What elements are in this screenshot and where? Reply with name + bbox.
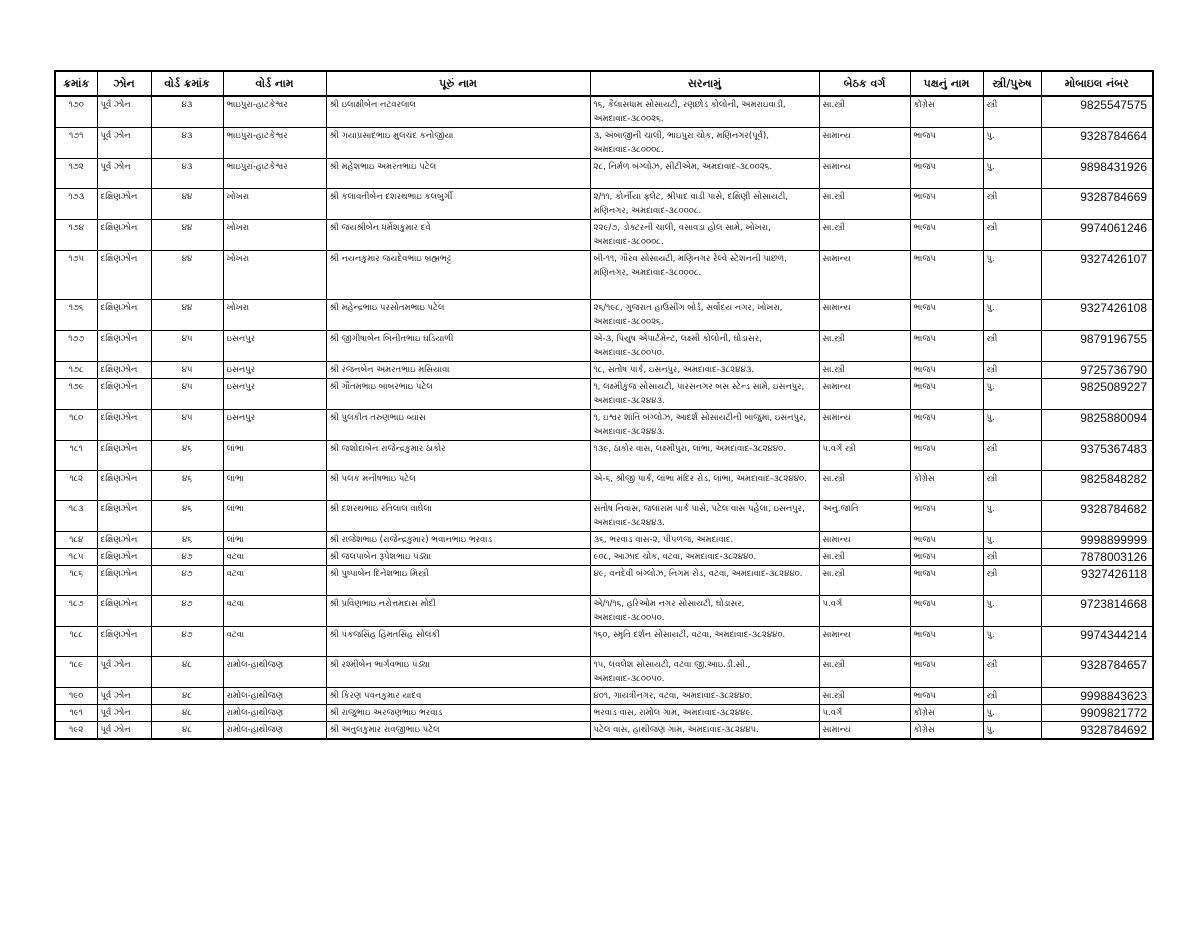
ward-name-cell: ઇસનપુર <box>223 410 326 441</box>
seat-category-cell: સા.સ્ત્રી <box>819 220 910 251</box>
address-cell: સંતોષ નિવાસ, જલારામ પાર્ક પાસે, પટેલ વાસ પહેલા, ઇસનપુર, અમદાવાદ-૩૮૨૪૪૩. <box>590 501 819 532</box>
table-row <box>55 722 1153 740</box>
mobile-cell: 9974061246 <box>1041 220 1153 251</box>
ward-name-cell: રામોલ-હાથીજણ <box>223 722 326 740</box>
full-name-cell: શ્રી કલાવતીબેન દશરથભાઇ કલબુર્ગી <box>326 189 590 220</box>
full-name-cell: શ્રી ગયાપ્રસાદભાઇ મુલચંદ કનોજીયા <box>326 128 590 159</box>
seat-category-cell: સામાન્ય <box>819 379 910 410</box>
full-name-cell: શ્રી જીગીષાબેન બિનીતભાઇ ઘડિયાળી <box>326 331 590 362</box>
zone-cell: પૂર્વ ઝોન <box>97 657 151 688</box>
ward-number-cell: ૪૮ <box>151 657 223 688</box>
ward-name-cell: ઇસનપુર <box>223 379 326 410</box>
serial-cell: ૧૮૨ <box>55 471 97 501</box>
mobile-cell: 9825880094 <box>1041 410 1153 441</box>
header-address: સરનામું <box>590 71 819 96</box>
ward-name-cell: રામોલ-હાથીજણ <box>223 688 326 705</box>
ward-number-cell: ૪૬ <box>151 532 223 549</box>
address-cell: એ-૬, શ્રીજી પાર્ક, લાંભા મંદિર રોડ, લાંભા, અમદાવાદ-૩૮૨૪૪૦. <box>590 471 819 501</box>
full-name-cell: શ્રી પુલકીત તરુણભાઇ વ્યાસ <box>326 410 590 441</box>
full-name-cell: શ્રી જલપાબેન રૂપેશભાઇ પંડ્યા <box>326 549 590 566</box>
party-cell: ભાજપ <box>910 501 983 532</box>
address-cell: ૧૫, લવલેશ સોસાયટી, વટવા જી.આઇ.ડી.સી., અમદાવાદ-૩૮૦૦૫૦. <box>590 657 819 688</box>
full-name-cell: શ્રી દશરથભાઇ રતિલાલ વાઘેલા <box>326 501 590 532</box>
gender-cell: સ્ત્રી <box>983 362 1041 379</box>
ward-name-cell: લાંભા <box>223 532 326 549</box>
seat-category-cell: સા.સ્ત્રી <box>819 96 910 128</box>
address-cell: ૧૬૦, સ્મૃતિ દર્શન સોસાયટી, વટવા, અમદાવાદ-૩૮૨૪૪૦. <box>590 627 819 657</box>
mobile-cell: 9909821772 <box>1041 705 1153 722</box>
zone-cell: દક્ષિણઝોન <box>97 251 151 300</box>
address-cell: પટેલ વાસ, હાથીજણ ગામ, અમદાવાદ-૩૮૨૪૪૫. <box>590 722 819 740</box>
seat-category-cell: સા.સ્ત્રી <box>819 657 910 688</box>
gender-cell: પુ. <box>983 159 1041 189</box>
address-cell: ૧, ઇશ્વર શાંતિ બંગ્લોઝ, આદર્શ સોસાયટીની બાજુમાં, ઇસનપુર, અમદાવાદ-૩૮૨૪૪૩. <box>590 410 819 441</box>
full-name-cell: શ્રી મહેન્દ્રભાઇ પરસોતમભાઇ પટેલ <box>326 300 590 331</box>
mobile-cell: 9327426107 <box>1041 251 1153 300</box>
zone-cell: દક્ષિણઝોન <box>97 596 151 627</box>
gender-cell: પુ. <box>983 532 1041 549</box>
header-row <box>55 71 1153 96</box>
party-cell: ભાજપ <box>910 128 983 159</box>
serial-cell: ૧૮૦ <box>55 410 97 441</box>
ward-name-cell: ખોખરા <box>223 220 326 251</box>
full-name-cell: શ્રી ગૌતમભાઇ બાબરભાઇ પટેલ <box>326 379 590 410</box>
table-row <box>55 159 1153 189</box>
gender-cell: પુ. <box>983 722 1041 740</box>
table-row <box>55 688 1153 705</box>
mobile-cell: 9328784682 <box>1041 501 1153 532</box>
seat-category-cell: સામાન્ય <box>819 128 910 159</box>
gender-cell: સ્ત્રી <box>983 331 1041 362</box>
address-cell: ૨૮, નિર્મળ બંગ્લોઝ, સીટીએમ, અમદાવાદ-૩૮૦૦૨૬. <box>590 159 819 189</box>
serial-cell: ૧૮૩ <box>55 501 97 532</box>
zone-cell: દક્ષિણઝોન <box>97 471 151 501</box>
serial-cell: ૧૮૬ <box>55 566 97 596</box>
serial-cell: ૧૮૮ <box>55 627 97 657</box>
party-cell: ભાજપ <box>910 657 983 688</box>
zone-cell: દક્ષિણઝોન <box>97 220 151 251</box>
seat-category-cell: સામાન્ય <box>819 159 910 189</box>
table-row <box>55 596 1153 627</box>
header-full-name: પૂરું નામ <box>326 71 590 96</box>
ward-name-cell: ઇસનપુર <box>223 331 326 362</box>
party-cell: ભાજપ <box>910 379 983 410</box>
mobile-cell: 9328784664 <box>1041 128 1153 159</box>
gender-cell: સ્ત્રી <box>983 96 1041 128</box>
gender-cell: પુ. <box>983 501 1041 532</box>
gender-cell: પુ. <box>983 379 1041 410</box>
serial-cell: ૧૮૪ <box>55 532 97 549</box>
ward-number-cell: ૪૮ <box>151 688 223 705</box>
address-cell: ૨૬/૧૯૮, ગુજરાત હાઉસીંગ બોર્ડ, સર્વોદય નગર, ખોખરા, અમદાવાદ-૩૮૦૦૨૬. <box>590 300 819 331</box>
seat-category-cell: સા.સ્ત્રી <box>819 549 910 566</box>
table-row <box>55 501 1153 532</box>
ward-number-cell: ૪૫ <box>151 410 223 441</box>
party-cell: ભાજપ <box>910 688 983 705</box>
ward-number-cell: ૪૩ <box>151 159 223 189</box>
ward-name-cell: રામોલ-હાથીજણ <box>223 705 326 722</box>
ward-name-cell: લાંભા <box>223 501 326 532</box>
full-name-cell: શ્રી કિરણ પવનકુમાર યાદવ <box>326 688 590 705</box>
party-cell: ભાજપ <box>910 251 983 300</box>
gender-cell: સ્ત્રી <box>983 549 1041 566</box>
gender-cell: પુ. <box>983 251 1041 300</box>
address-cell: ૯૦૮, આઝાદ ચોક, વટવા, અમદાવાદ-૩૮૨૪૪૦. <box>590 549 819 566</box>
zone-cell: પૂર્વ ઝોન <box>97 722 151 740</box>
ward-name-cell: ઇસનપુર <box>223 362 326 379</box>
address-cell: એ-૩, પિયુષ એપાર્ટમેન્ટ, લક્ષ્મી કોલોની, ઘોડાસર, અમદાવાદ-૩૮૦૦૫૦. <box>590 331 819 362</box>
serial-cell: ૧૯૧ <box>55 705 97 722</box>
ward-number-cell: ૪૭ <box>151 596 223 627</box>
gender-cell: પુ. <box>983 410 1041 441</box>
mobile-cell: 9898431926 <box>1041 159 1153 189</box>
ward-number-cell: ૪૬ <box>151 441 223 471</box>
full-name-cell: શ્રી રાજુભાઇ અરજણભાઇ ભરવાડ <box>326 705 590 722</box>
table-row <box>55 331 1153 362</box>
party-cell: કોંગ્રેસ <box>910 722 983 740</box>
serial-cell: ૧૮૫ <box>55 549 97 566</box>
party-cell: ભાજપ <box>910 627 983 657</box>
zone-cell: દક્ષિણઝોન <box>97 566 151 596</box>
address-cell: ૧, લક્ષ્મીકુંજ સોસાયટી, પારસનગર બસ સ્ટેન્ડ સામે, ઇસનપુર, અમદાવાદ-૩૮૨૪૪૩. <box>590 379 819 410</box>
full-name-cell: શ્રી નયનકુમાર જયદેવભાઇ બ્રહ્મભટ્ટ <box>326 251 590 300</box>
zone-cell: દક્ષિણઝોન <box>97 549 151 566</box>
full-name-cell: શ્રી પ્રવિણભાઇ નરોત્તમદાસ મોદી <box>326 596 590 627</box>
table-row <box>55 362 1153 379</box>
table-row <box>55 549 1153 566</box>
party-cell: ભાજપ <box>910 331 983 362</box>
seat-category-cell: સામાન્ય <box>819 300 910 331</box>
serial-cell: ૧૭૨ <box>55 159 97 189</box>
ward-name-cell: ખોખરા <box>223 300 326 331</box>
seat-category-cell: સા.સ્ત્રી <box>819 331 910 362</box>
seat-category-cell: સા.સ્ત્રી <box>819 688 910 705</box>
gender-cell: સ્ત્રી <box>983 566 1041 596</box>
address-cell: એ/૧/૧૬, હરિઓમ નગર સોસાયટી, ઘોડાસર, અમદાવાદ-૩૮૦૦૫૦. <box>590 596 819 627</box>
mobile-cell: 9327426118 <box>1041 566 1153 596</box>
zone-cell: દક્ષિણઝોન <box>97 331 151 362</box>
serial-cell: ૧૮૧ <box>55 441 97 471</box>
ward-number-cell: ૪૫ <box>151 331 223 362</box>
full-name-cell: શ્રી પલક મનીષભાઇ પટેલ <box>326 471 590 501</box>
ward-number-cell: ૪૩ <box>151 128 223 159</box>
full-name-cell: શ્રી અતુલકુમાર રાવજીભાઇ પટેલ <box>326 722 590 740</box>
ward-number-cell: ૪૬ <box>151 501 223 532</box>
party-cell: કોંગ્રેસ <box>910 705 983 722</box>
header-mobile: મોબાઇલ નંબર <box>1041 71 1153 96</box>
address-cell: ૪૯, વનદેવી બંગ્લોઝ, નિગમ રોડ, વટવા, અમદાવાદ-૩૮૨૪૪૦. <box>590 566 819 596</box>
mobile-cell: 9825547575 <box>1041 96 1153 128</box>
full-name-cell: શ્રી મહેશભાઇ અમરતભાઇ પટેલ <box>326 159 590 189</box>
zone-cell: દક્ષિણઝોન <box>97 441 151 471</box>
ward-name-cell: ભાઇપુરા-હાટકેશ્વર <box>223 96 326 128</box>
ward-name-cell: વટવા <box>223 566 326 596</box>
zone-cell: દક્ષિણઝોન <box>97 189 151 220</box>
ward-name-cell: રામોલ-હાથીજણ <box>223 657 326 688</box>
zone-cell: દક્ષિણઝોન <box>97 410 151 441</box>
table-row <box>55 189 1153 220</box>
ward-name-cell: લાંભા <box>223 441 326 471</box>
seat-category-cell: સા.સ્ત્રી <box>819 362 910 379</box>
mobile-cell: 9723814668 <box>1041 596 1153 627</box>
ward-name-cell: ખોખરા <box>223 251 326 300</box>
ward-number-cell: ૪૪ <box>151 251 223 300</box>
table-row <box>55 379 1153 410</box>
ward-number-cell: ૪૭ <box>151 566 223 596</box>
seat-category-cell: સામાન્ય <box>819 627 910 657</box>
serial-cell: ૧૭૧ <box>55 128 97 159</box>
ward-number-cell: ૪૬ <box>151 471 223 501</box>
header-zone: ઝોન <box>97 71 151 96</box>
ward-number-cell: ૪૮ <box>151 722 223 740</box>
table-row <box>55 410 1153 441</box>
ward-number-cell: ૪૮ <box>151 705 223 722</box>
address-cell: ૧૬, કૈલાસધામ સોસાયટી, રણછોડ કોલોની, અમરાઇવાડી, અમદાવાદ-૩૮૦૦૨૬. <box>590 96 819 128</box>
serial-cell: ૧૭૪ <box>55 220 97 251</box>
serial-cell: ૧૭૭ <box>55 331 97 362</box>
full-name-cell: શ્રી રશ્મીબેન ભાર્ગવભાઇ પંડ્યા <box>326 657 590 688</box>
header-seat-category: બેઠક વર્ગ <box>819 71 910 96</box>
table-row <box>55 471 1153 501</box>
ward-number-cell: ૪૭ <box>151 549 223 566</box>
party-cell: ભાજપ <box>910 362 983 379</box>
party-cell: ભાજપ <box>910 532 983 549</box>
serial-cell: ૧૮૭ <box>55 596 97 627</box>
mobile-cell: 9998843623 <box>1041 688 1153 705</box>
mobile-cell: 9998899999 <box>1041 532 1153 549</box>
full-name-cell: શ્રી રંજનબેન અમરતભાઇ મસિયાવા <box>326 362 590 379</box>
seat-category-cell: સા.સ્ત્રી <box>819 189 910 220</box>
full-name-cell: શ્રી પંકજસિંહ હિંમતસિંહ સોલંકી <box>326 627 590 657</box>
serial-cell: ૧૯૨ <box>55 722 97 740</box>
full-name-cell: શ્રી પુષ્પાબેન દિનેશભાઇ મિસ્ત્રી <box>326 566 590 596</box>
party-cell: ભાજપ <box>910 549 983 566</box>
seat-category-cell: સામાન્ય <box>819 410 910 441</box>
address-cell: ૨૨૯/૭, ડોક્ટરની ચાલી, વસાવડા હોલ સામે, ખોખરા, અમદાવાદ-૩૮૦૦૦૮. <box>590 220 819 251</box>
councillor-table <box>54 70 1154 740</box>
ward-name-cell: વટવા <box>223 627 326 657</box>
mobile-cell: 9725736790 <box>1041 362 1153 379</box>
table-row <box>55 532 1153 549</box>
header-party: પક્ષનું નામ <box>910 71 983 96</box>
ward-number-cell: ૪૪ <box>151 220 223 251</box>
zone-cell: પૂર્વ ઝોન <box>97 128 151 159</box>
serial-cell: ૧૭૯ <box>55 379 97 410</box>
table-row <box>55 128 1153 159</box>
zone-cell: દક્ષિણઝોન <box>97 300 151 331</box>
gender-cell: પુ. <box>983 128 1041 159</box>
seat-category-cell: સામાન્ય <box>819 532 910 549</box>
zone-cell: દક્ષિણઝોન <box>97 627 151 657</box>
full-name-cell: શ્રી જશોદાબેન રાજેન્દ્રકુમાર ઠાકોર <box>326 441 590 471</box>
address-cell: ભરવાડ વાસ, રામોલ ગામ, અમદાવાદ-૩૮૨૪૪૯. <box>590 705 819 722</box>
header-ward-number: વોર્ડ ક્રમાંક <box>151 71 223 96</box>
serial-cell: ૧૭૬ <box>55 300 97 331</box>
seat-category-cell: સામાન્ય <box>819 722 910 740</box>
councillor-list-sheet <box>54 70 1152 740</box>
full-name-cell: શ્રી ઇલાક્ષીબેન નટવરલાલ <box>326 96 590 128</box>
zone-cell: પૂર્વ ઝોન <box>97 705 151 722</box>
mobile-cell: 7878003126 <box>1041 549 1153 566</box>
party-cell: ભાજપ <box>910 220 983 251</box>
table-row <box>55 251 1153 300</box>
ward-name-cell: વટવા <box>223 549 326 566</box>
gender-cell: સ્ત્રી <box>983 441 1041 471</box>
address-cell: ૪૦૧, ગાયત્રીનગર, વટવા, અમદાવાદ-૩૮૨૪૪૦. <box>590 688 819 705</box>
header-gender: સ્ત્રી/પુરુષ <box>983 71 1041 96</box>
party-cell: કોંગ્રેસ <box>910 96 983 128</box>
mobile-cell: 9327426108 <box>1041 300 1153 331</box>
seat-category-cell: સામાન્ય <box>819 251 910 300</box>
seat-category-cell: સા.સ્ત્રી <box>819 471 910 501</box>
mobile-cell: 9375367483 <box>1041 441 1153 471</box>
mobile-cell: 9328784692 <box>1041 722 1153 740</box>
mobile-cell: 9328784657 <box>1041 657 1153 688</box>
serial-cell: ૧૭૮ <box>55 362 97 379</box>
party-cell: ભાજપ <box>910 159 983 189</box>
address-cell: ૩, અંબાજીની ચાલી, ભાઇપુરા ચોક, મણિનગર(પૂર્વ), અમદાવાદ-૩૮૦૦૦૮. <box>590 128 819 159</box>
party-cell: ભાજપ <box>910 596 983 627</box>
ward-number-cell: ૪૫ <box>151 379 223 410</box>
address-cell: ૩૬, ભરવાડ વાસ-૨, પીપળજ, અમદાવાદ. <box>590 532 819 549</box>
party-cell: ભાજપ <box>910 566 983 596</box>
gender-cell: પુ. <box>983 596 1041 627</box>
serial-cell: ૧૭૦ <box>55 96 97 128</box>
ward-number-cell: ૪૭ <box>151 627 223 657</box>
gender-cell: સ્ત્રી <box>983 471 1041 501</box>
zone-cell: દક્ષિણઝોન <box>97 379 151 410</box>
seat-category-cell: સા.સ્ત્રી <box>819 566 910 596</box>
table-row <box>55 627 1153 657</box>
seat-category-cell: પ.વર્ગ <box>819 596 910 627</box>
serial-cell: ૧૮૯ <box>55 657 97 688</box>
zone-cell: દક્ષિણઝોન <box>97 532 151 549</box>
gender-cell: પુ. <box>983 705 1041 722</box>
table-row <box>55 300 1153 331</box>
full-name-cell: શ્રી જયશ્રીબેન ધર્મેશકુમાર દવે <box>326 220 590 251</box>
table-row <box>55 96 1153 128</box>
serial-cell: ૧૯૦ <box>55 688 97 705</box>
gender-cell: સ્ત્રી <box>983 688 1041 705</box>
address-cell: બી-૧૧, ગૌરવ સોસાયટી, મણિનગર રેલ્વે સ્ટેશનની પાછળ, મણિનગર, અમદાવાદ-૩૮૦૦૦૮. <box>590 251 819 300</box>
ward-number-cell: ૪૩ <box>151 96 223 128</box>
table-body <box>55 96 1153 739</box>
ward-number-cell: ૪૫ <box>151 362 223 379</box>
ward-number-cell: ૪૪ <box>151 300 223 331</box>
party-cell: ભાજપ <box>910 300 983 331</box>
party-cell: ભાજપ <box>910 410 983 441</box>
serial-cell: ૧૭૫ <box>55 251 97 300</box>
table-row <box>55 566 1153 596</box>
table-row <box>55 220 1153 251</box>
zone-cell: પૂર્વ ઝોન <box>97 159 151 189</box>
gender-cell: સ્ત્રી <box>983 657 1041 688</box>
table-row <box>55 705 1153 722</box>
ward-name-cell: ભાઇપુરા-હાટકેશ્વર <box>223 159 326 189</box>
table-row <box>55 657 1153 688</box>
mobile-cell: 9879196755 <box>1041 331 1153 362</box>
party-cell: ભાજપ <box>910 441 983 471</box>
ward-name-cell: લાંભા <box>223 471 326 501</box>
zone-cell: પૂર્વ ઝોન <box>97 688 151 705</box>
seat-category-cell: અનુ.જાતિ <box>819 501 910 532</box>
zone-cell: દક્ષિણઝોન <box>97 362 151 379</box>
gender-cell: સ્ત્રી <box>983 220 1041 251</box>
mobile-cell: 9825089227 <box>1041 379 1153 410</box>
address-cell: ૧૩૯, ઠાકોર વાસ, લક્ષ્મીપુરા, લાંભા, અમદાવાદ-૩૮૨૪૪૦. <box>590 441 819 471</box>
mobile-cell: 9974344214 <box>1041 627 1153 657</box>
ward-name-cell: ખોખરા <box>223 189 326 220</box>
header-serial: ક્રમાંક <box>55 71 97 96</box>
gender-cell: પુ. <box>983 627 1041 657</box>
party-cell: ભાજપ <box>910 189 983 220</box>
zone-cell: પૂર્વ ઝોન <box>97 96 151 128</box>
address-cell: ૧૮, સંતોષ પાર્ક, ઇસનપુર, અમદાવાદ-૩૮૨૪૪૩. <box>590 362 819 379</box>
seat-category-cell: પ.વર્ગ <box>819 705 910 722</box>
gender-cell: પુ. <box>983 300 1041 331</box>
party-cell: કોંગ્રેસ <box>910 471 983 501</box>
mobile-cell: 9328784669 <box>1041 189 1153 220</box>
gender-cell: સ્ત્રી <box>983 189 1041 220</box>
zone-cell: દક્ષિણઝોન <box>97 501 151 532</box>
serial-cell: ૧૭૩ <box>55 189 97 220</box>
ward-name-cell: ભાઇપુરા-હાટકેશ્વર <box>223 128 326 159</box>
seat-category-cell: પ.વર્ગ સ્ત્રી <box>819 441 910 471</box>
mobile-cell: 9825848282 <box>1041 471 1153 501</box>
ward-number-cell: ૪૪ <box>151 189 223 220</box>
address-cell: ૨/૧૧, કોર્નીયા ફ્લેટ, શ્રીપાદ વાડી પાસે, દક્ષિણી સોસાયટી, મણિનગર, અમદાવાદ-૩૮૦૦૦૮. <box>590 189 819 220</box>
ward-name-cell: વટવા <box>223 596 326 627</box>
full-name-cell: શ્રી રાજેશભાઇ (રાજેન્દ્રકુમાર) ભવાનભાઇ ભરવાડ <box>326 532 590 549</box>
header-ward-name: વોર્ડ નામ <box>223 71 326 96</box>
table-row <box>55 441 1153 471</box>
